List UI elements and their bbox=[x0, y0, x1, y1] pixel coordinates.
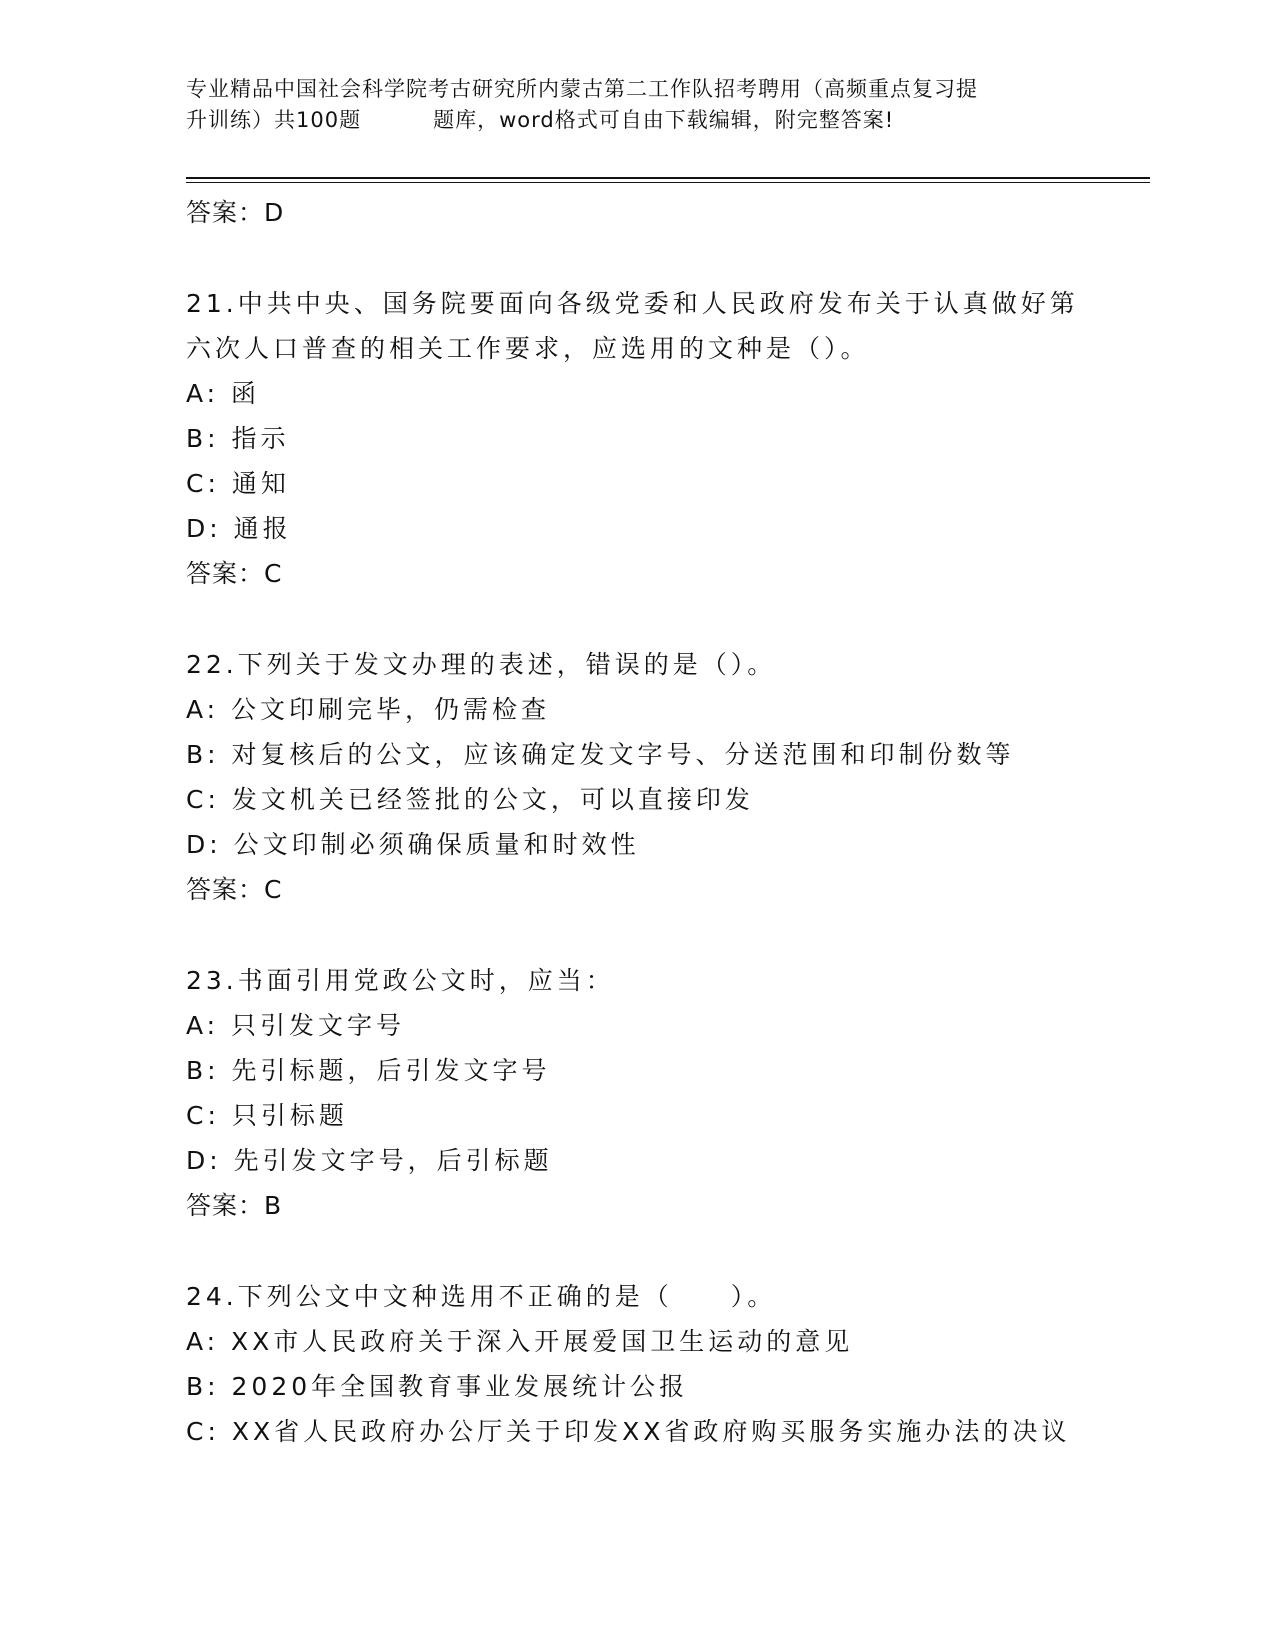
option-d: D: 公文印制必须确保质量和时效性 bbox=[186, 830, 640, 859]
question-stem: 六次人口普查的相关工作要求，应选用的文种是（）。 bbox=[186, 334, 870, 363]
option-a: A: 只引发文字号 bbox=[186, 1011, 406, 1040]
option-b: B: 指示 bbox=[186, 424, 290, 453]
question-stem: 21.中共中央、国务院要面向各级党委和人民政府发布关于认真做好第 bbox=[186, 289, 1079, 318]
header-line-1: 专业精品中国社会科学院考古研究所内蒙古第二工作队招考聘用（高频重点复习提 bbox=[186, 77, 978, 101]
answer: 答案：C bbox=[186, 559, 283, 588]
question-22 bbox=[186, 642, 1146, 912]
header-line-2-part-b: 题库，word格式可自由下载编辑，附完整答案! bbox=[433, 108, 895, 132]
header-divider-thin bbox=[186, 182, 1150, 183]
option-b: B: 2020年全国教育事业发展统计公报 bbox=[186, 1372, 689, 1401]
question-24 bbox=[186, 1274, 1146, 1454]
question-stem: 24.下列公文中文种选用不正确的是（ ）。 bbox=[186, 1282, 777, 1311]
option-a: A: 公文印刷完毕，仍需检查 bbox=[186, 695, 551, 724]
option-c: C: 通知 bbox=[186, 469, 290, 498]
question-stem: 23.书面引用党政公文时，应当： bbox=[186, 966, 615, 995]
page-header bbox=[186, 74, 1086, 136]
question-23 bbox=[186, 958, 1146, 1228]
option-c: C: 发文机关已经签批的公文，可以直接印发 bbox=[186, 785, 754, 814]
header-divider-thick bbox=[186, 177, 1150, 179]
option-d: D: 通报 bbox=[186, 514, 292, 543]
option-a: A: 函 bbox=[186, 379, 261, 408]
answer: 答案：C bbox=[186, 875, 283, 904]
option-b: B: 先引标题，后引发文字号 bbox=[186, 1056, 551, 1085]
option-b: B: 对复核后的公文，应该确定发文字号、分送范围和印制份数等 bbox=[186, 740, 1015, 769]
previous-answer: 答案：D bbox=[186, 198, 285, 227]
header-line-2-part-a: 升训练）共100题 bbox=[186, 108, 362, 132]
header-line-2 bbox=[186, 105, 1086, 136]
question-list bbox=[186, 190, 1146, 1454]
option-d: D: 先引发文字号，后引标题 bbox=[186, 1146, 553, 1175]
option-c: C: XX省人民政府办公厅关于印发XX省政府购买服务实施办法的决议 bbox=[186, 1417, 1071, 1446]
option-a: A: XX市人民政府关于深入开展爱国卫生运动的意见 bbox=[186, 1327, 854, 1356]
question-stem: 22.下列关于发文办理的表述，错误的是（）。 bbox=[186, 650, 777, 679]
question-21 bbox=[186, 281, 1146, 596]
option-c: C: 只引标题 bbox=[186, 1101, 348, 1130]
answer: 答案：B bbox=[186, 1191, 283, 1220]
